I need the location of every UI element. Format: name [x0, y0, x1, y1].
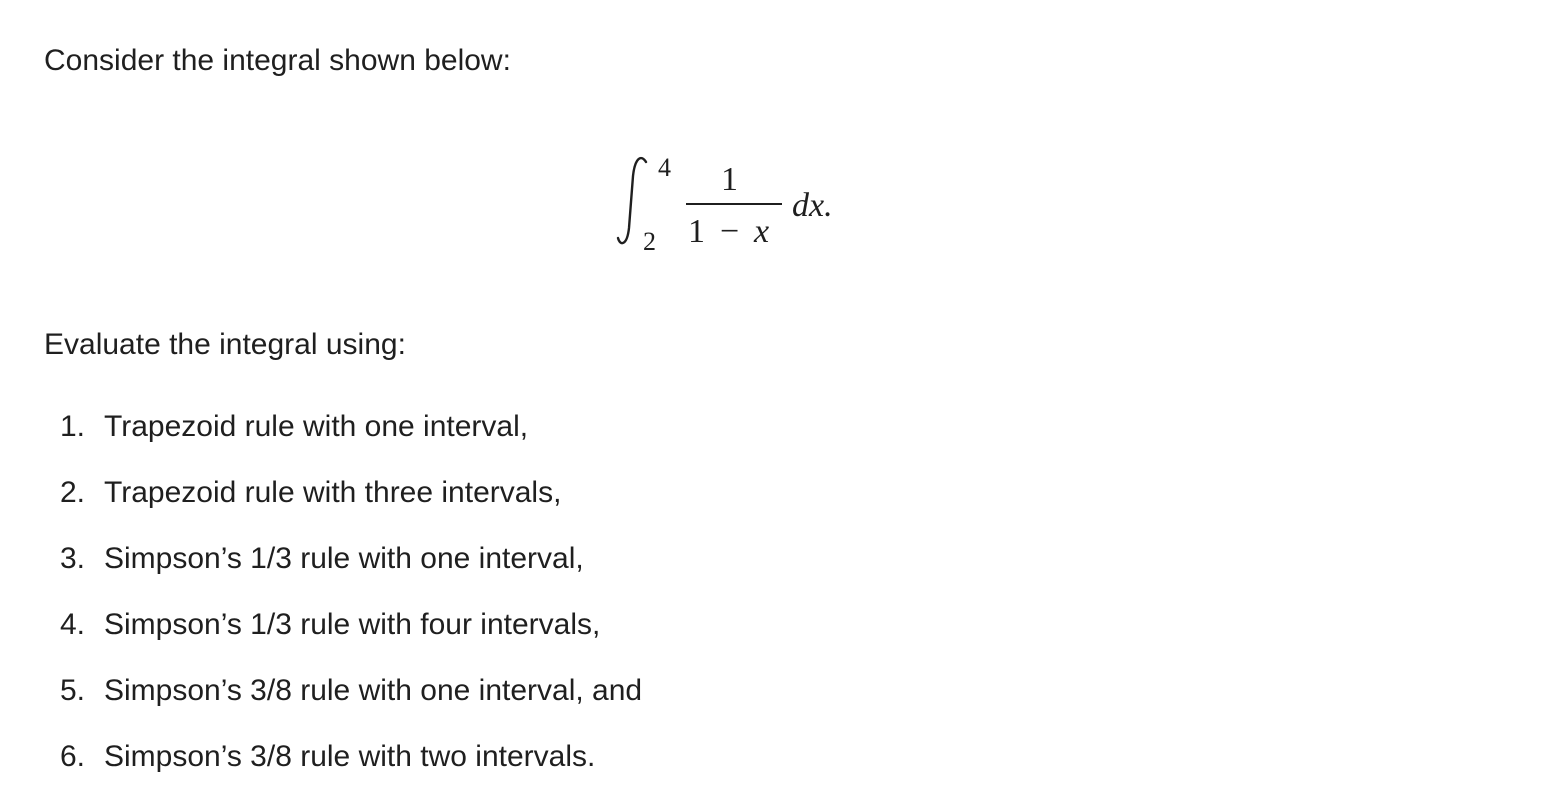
denominator-operator: − — [720, 213, 740, 250]
integral-sign — [618, 158, 646, 243]
denominator-const: 1 — [688, 213, 705, 250]
list-item-number: 3. — [60, 542, 86, 575]
evaluate-text: Evaluate the integral using: — [44, 328, 406, 361]
list-item-text: Trapezoid rule with one interval, — [104, 410, 529, 443]
integral-formula — [610, 146, 860, 256]
numerator: 1 — [721, 161, 738, 198]
methods-list — [60, 406, 642, 802]
list-item — [60, 670, 642, 736]
list-item-number: 2. — [60, 476, 86, 509]
list-item-number: 1. — [60, 410, 86, 443]
list-item-text: Simpson’s 3/8 rule with one interval, and — [104, 674, 643, 707]
list-item — [60, 472, 642, 538]
list-item — [60, 406, 642, 472]
list-item-text: Simpson’s 3/8 rule with two intervals. — [104, 740, 596, 773]
list-item — [60, 736, 642, 802]
list-item — [60, 604, 642, 670]
intro-text: Consider the integral shown below: — [44, 44, 511, 77]
list-item — [60, 538, 642, 604]
upper-limit: 4 — [658, 153, 671, 182]
list-item-number: 4. — [60, 608, 86, 641]
list-item-text: Simpson’s 1/3 rule with four intervals, — [104, 608, 601, 641]
list-item-number: 6. — [60, 740, 86, 773]
denominator-variable: x — [754, 213, 770, 250]
differential: dx. — [792, 187, 833, 224]
list-item-text: Trapezoid rule with three intervals, — [104, 476, 562, 509]
list-item-number: 5. — [60, 674, 86, 707]
list-item-text: Simpson’s 1/3 rule with one interval, — [104, 542, 584, 575]
lower-limit: 2 — [643, 227, 656, 256]
